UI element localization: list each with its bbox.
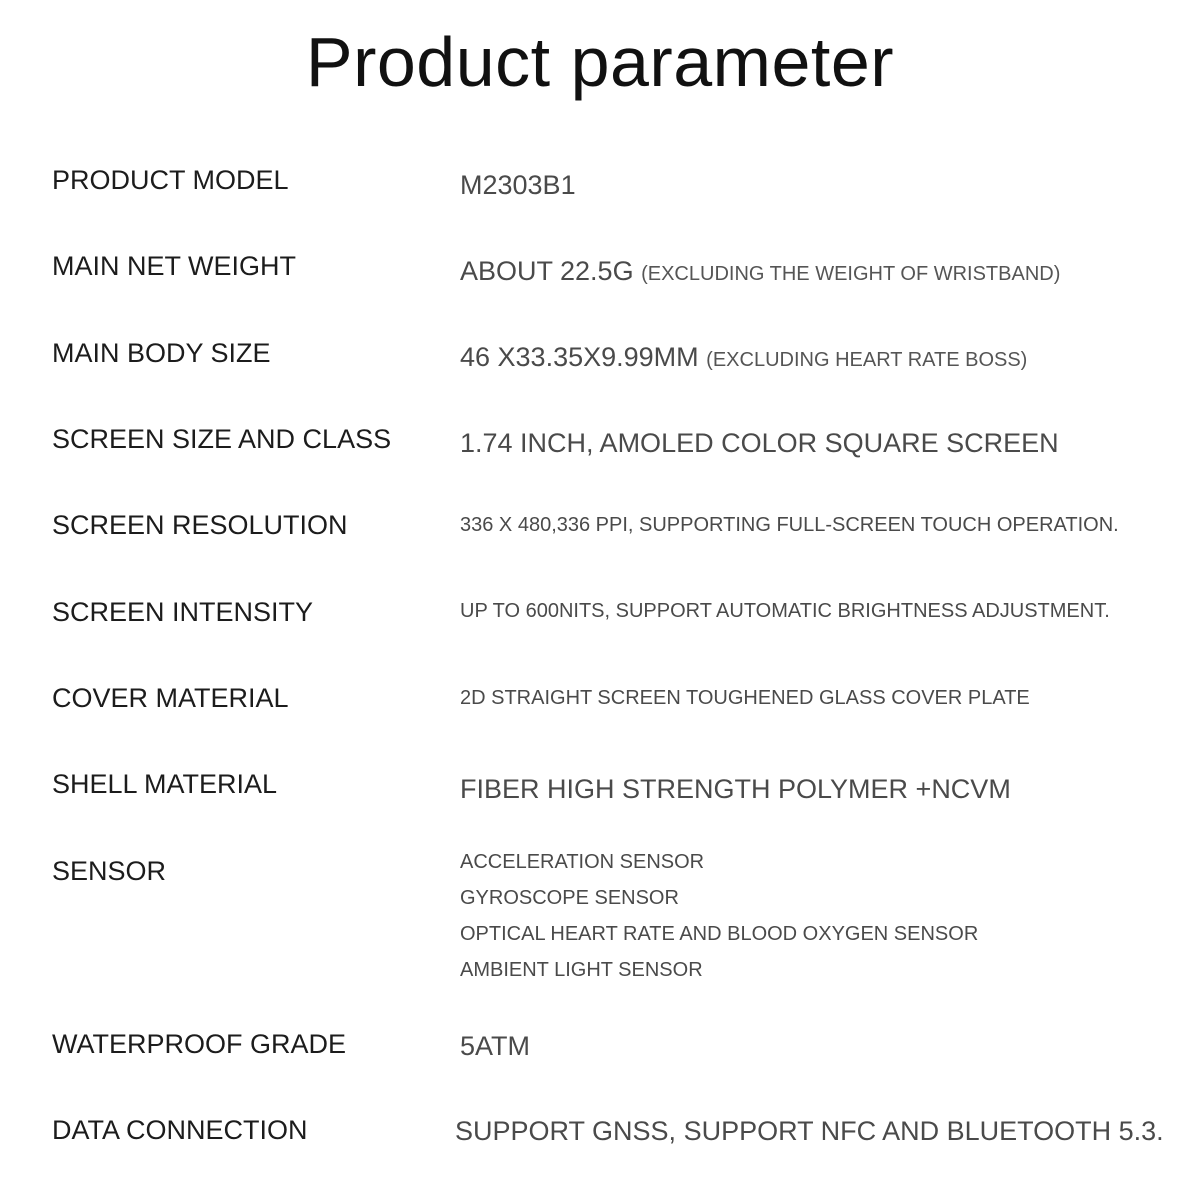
label-shell-material: SHELL MATERIAL (52, 769, 278, 799)
label-waterproof-grade: WATERPROOF GRADE (52, 1029, 347, 1059)
sensor-item: GYROSCOPE SENSOR (460, 887, 679, 909)
value-product-model: M2303B1 (460, 170, 576, 200)
label-data-connection: DATA CONNECTION (52, 1115, 308, 1145)
value-body-size (460, 341, 1027, 376)
value-body-size-main: 46 X33.35X9.99MM (460, 342, 699, 372)
sensor-item: ACCELERATION SENSOR (460, 851, 705, 873)
value-net-weight-note: (EXCLUDING THE WEIGHT OF WRISTBAND) (641, 263, 1061, 285)
value-body-size-note: (EXCLUDING HEART RATE BOSS) (706, 349, 1028, 371)
label-screen-size: SCREEN SIZE AND CLASS (52, 424, 392, 454)
sensor-item: OPTICAL HEART RATE AND BLOOD OXYGEN SENSOR (460, 923, 979, 945)
page-title: Product parameter (305, 23, 895, 101)
sensor-item: AMBIENT LIGHT SENSOR (460, 959, 703, 981)
label-screen-resolution: SCREEN RESOLUTION (52, 510, 348, 540)
value-net-weight (460, 255, 1060, 290)
value-shell-material: FIBER HIGH STRENGTH POLYMER +NCVM (460, 774, 1011, 804)
label-cover-material: COVER MATERIAL (52, 683, 289, 713)
label-product-model: PRODUCT MODEL (52, 165, 289, 195)
label-sensor: SENSOR (52, 856, 167, 886)
label-body-size: MAIN BODY SIZE (52, 338, 271, 368)
value-sensor-list (460, 844, 978, 988)
label-screen-intensity: SCREEN INTENSITY (52, 597, 314, 627)
value-net-weight-main: ABOUT 22.5G (460, 256, 634, 286)
label-net-weight: MAIN NET WEIGHT (52, 251, 297, 281)
value-data-connection: SUPPORT GNSS, SUPPORT NFC AND BLUETOOTH 5.3. (455, 1116, 1164, 1146)
value-waterproof-grade: 5ATM (460, 1031, 531, 1061)
value-screen-intensity: UP TO 600NITS, SUPPORT AUTOMATIC BRIGHTNESS ADJUSTMENT. (460, 600, 1110, 622)
value-cover-material: 2D STRAIGHT SCREEN TOUGHENED GLASS COVER PLATE (460, 687, 1030, 709)
value-screen-size: 1.74 INCH, AMOLED COLOR SQUARE SCREEN (460, 428, 1059, 458)
value-screen-resolution: 336 X 480,336 PPI, SUPPORTING FULL-SCREEN TOUCH OPERATION. (460, 514, 1119, 536)
